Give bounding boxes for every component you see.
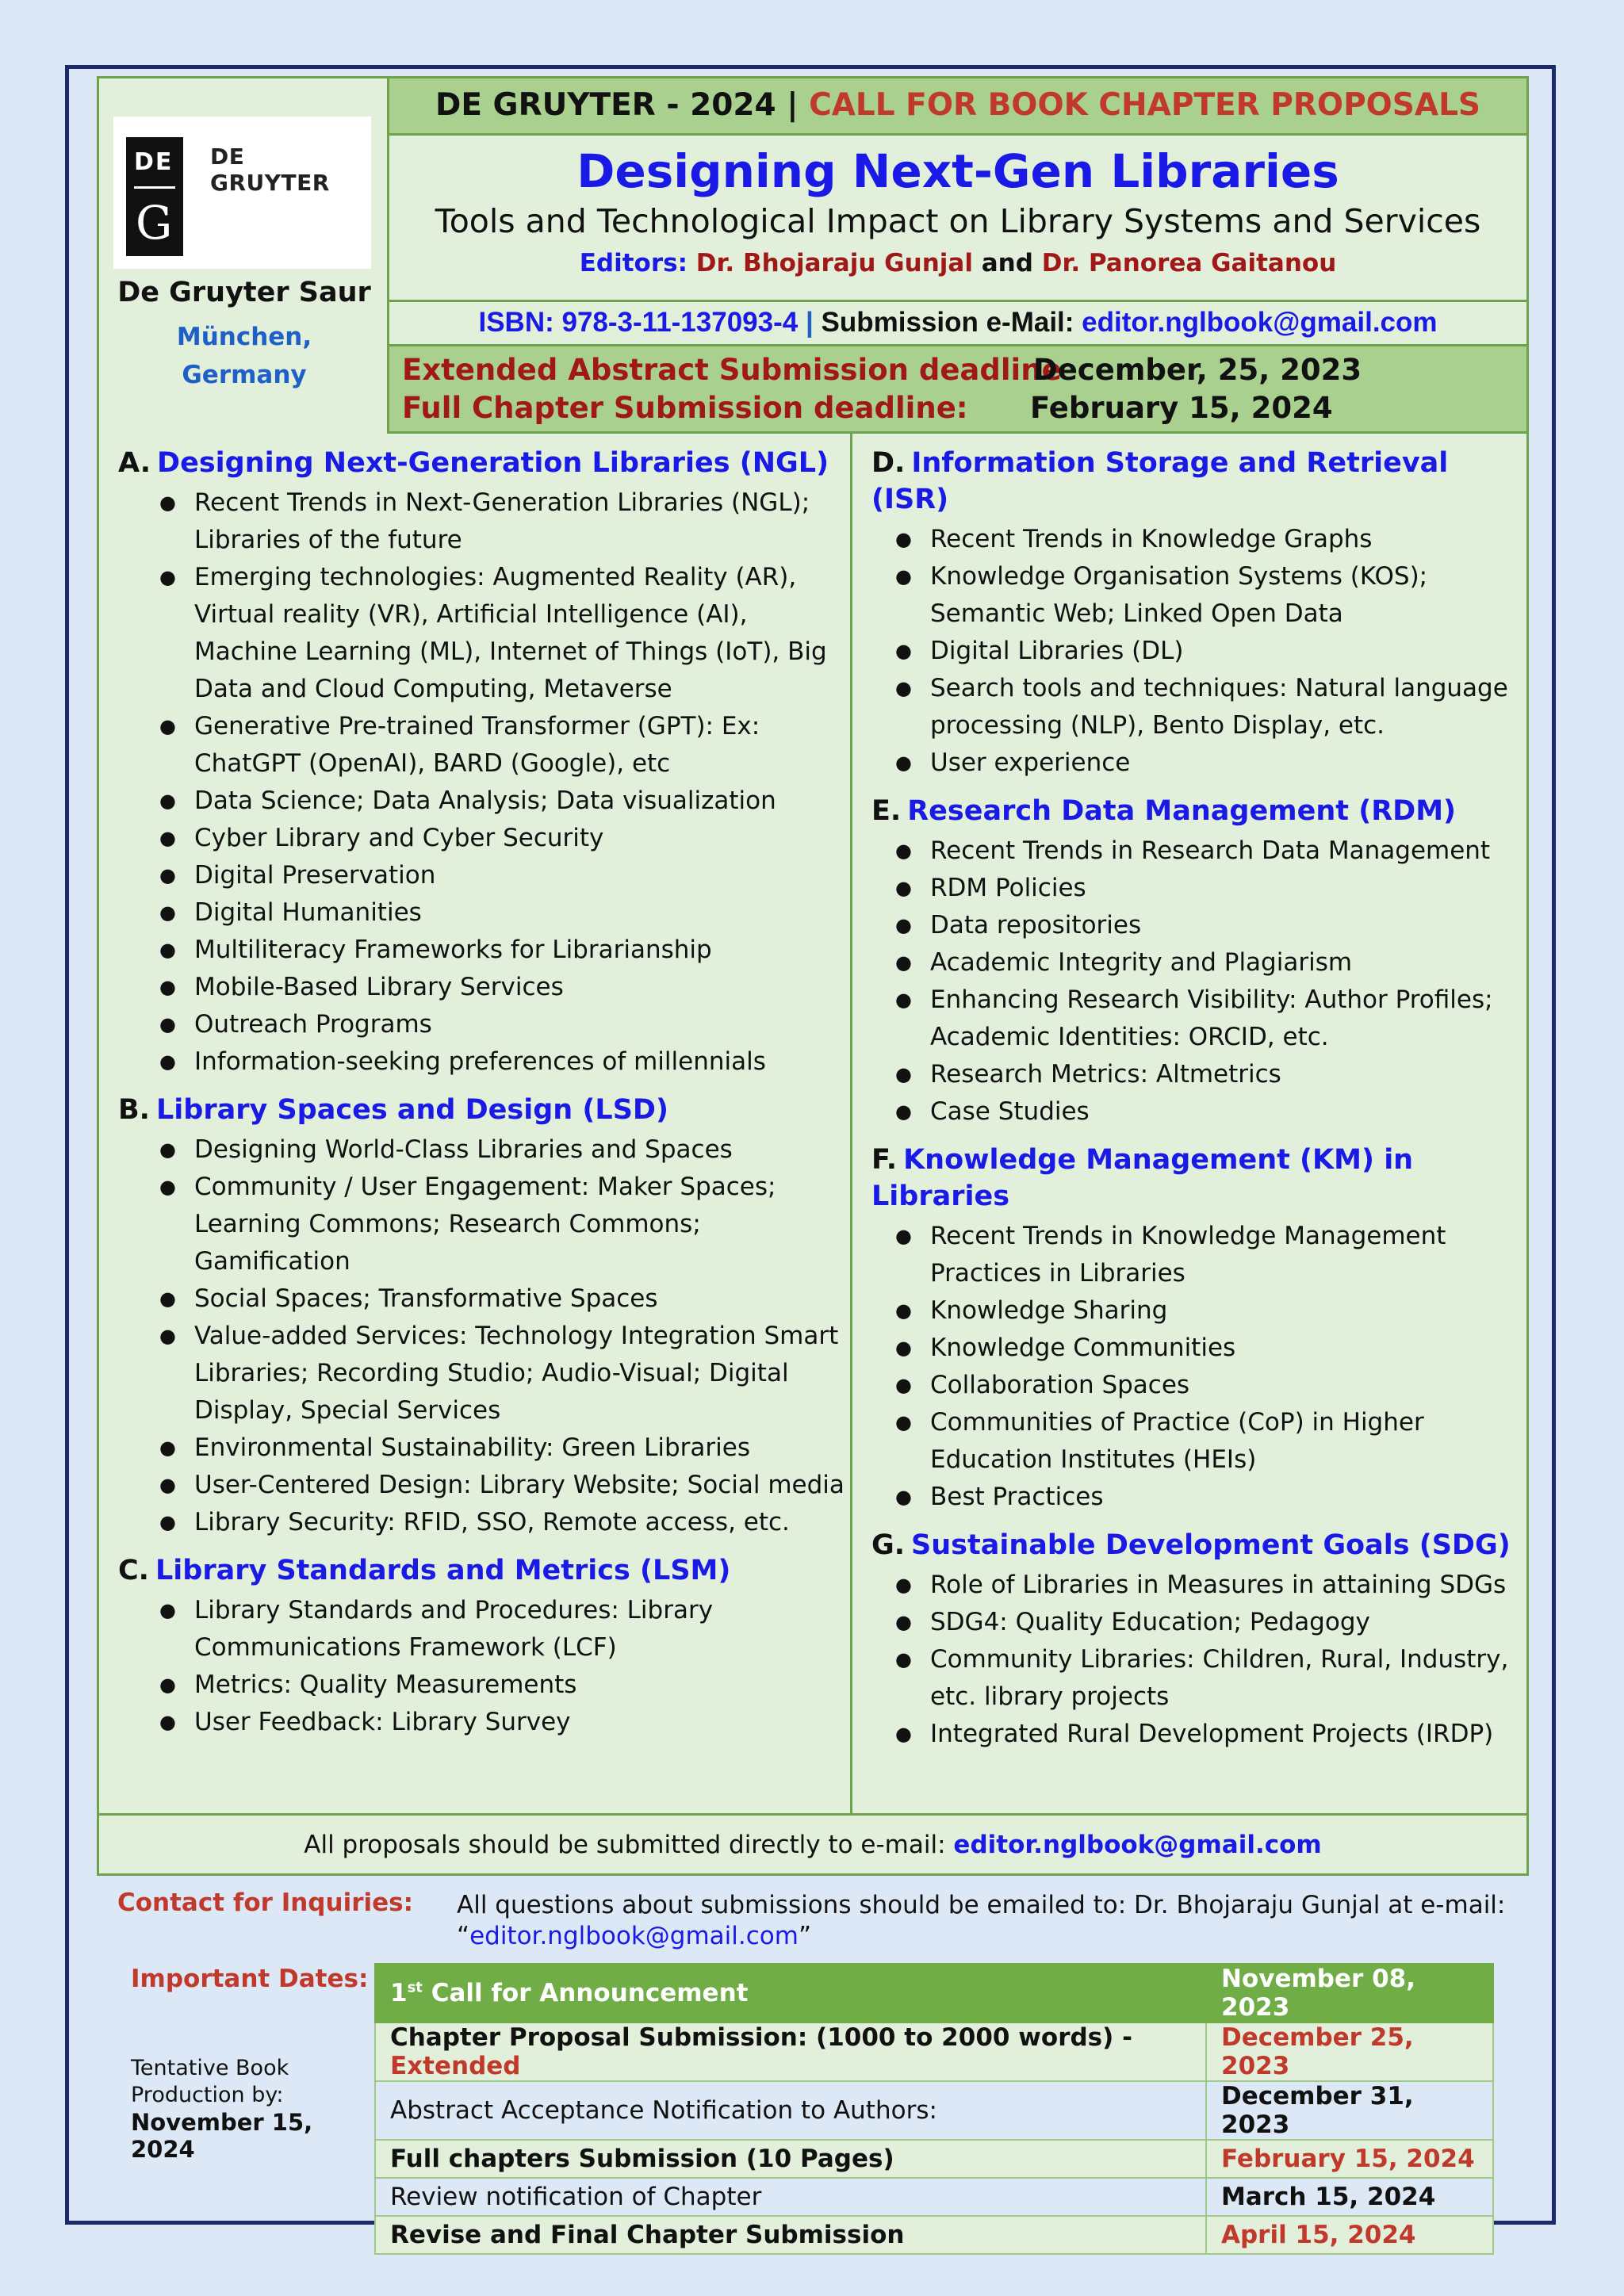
list-item: ● Metrics: Quality Measurements	[99, 1667, 850, 1704]
section-name: Information Storage and Retrieval (ISR)	[871, 447, 1449, 515]
list-item: ● Data repositories	[852, 907, 1529, 944]
section-name: Research Data Management (RDM)	[907, 795, 1457, 827]
editors-label: Editors:	[579, 249, 688, 277]
date-event	[375, 1964, 1206, 2022]
list-item: ● Digital Humanities	[99, 894, 850, 932]
contact-email-link[interactable]: editor.nglbook@gmail.com	[469, 1922, 799, 1950]
logo-mark-bottom: G	[136, 196, 173, 250]
deadline-date: December, 25, 2023	[1033, 353, 1362, 387]
topic-list	[99, 1592, 850, 1741]
deadline-label: Extended Abstract Submission deadline	[402, 353, 1062, 387]
topic-list	[852, 1218, 1529, 1516]
topic-section	[852, 1142, 1529, 1516]
tentative-line-1: Tentative Book	[131, 2056, 289, 2080]
section-name: Library Spaces and Design (LSD)	[155, 1094, 668, 1126]
deadline-date: February 15, 2024	[1030, 391, 1333, 425]
list-item: ● Emerging technologies: Augmented Reality (AR), Virtual reality (VR), Artificial Intelligence (AI), Machine Learning (ML), Internet of Things (IoT), Big Data and Cloud Computing, Metaverse	[99, 559, 850, 708]
topic-list	[852, 521, 1529, 782]
section-name: Library Standards and Metrics (LSM)	[155, 1555, 731, 1586]
important-dates-table	[374, 1963, 1494, 2255]
list-item: ● Digital Libraries (DL)	[852, 633, 1529, 670]
tentative-line-2: Production by:	[131, 2083, 284, 2107]
list-item: ● Enhancing Research Visibility: Author Profiles; Academic Identities: ORCID, etc.	[852, 982, 1529, 1056]
list-item: ● Mobile-Based Library Services	[99, 969, 850, 1006]
section-name: Sustainable Development Goals (SDG)	[911, 1529, 1511, 1561]
topic-list	[99, 1131, 850, 1541]
brand-year: DE GRUYTER - 2024	[435, 87, 776, 123]
event-num: 1	[390, 1979, 408, 2007]
topic-section	[852, 445, 1529, 782]
list-item: ● Information-seeking preferences of millennials	[99, 1043, 850, 1081]
publisher-cell	[99, 78, 389, 434]
list-item: ● Recent Trends in Research Data Management	[852, 832, 1529, 870]
topic-list	[852, 832, 1529, 1131]
deadline-label: Full Chapter Submission deadline:	[402, 391, 968, 425]
topic-section	[852, 793, 1529, 1131]
section-letter: A.	[118, 447, 151, 479]
topic-list	[99, 484, 850, 1081]
section-name: Knowledge Management (KM) in Libraries	[871, 1144, 1414, 1212]
de-gruyter-logo	[113, 117, 371, 269]
list-item: ● Knowledge Sharing	[852, 1292, 1529, 1330]
list-item: ● Value-added Services: Technology Integration Smart Libraries; Recording Studio; Audio-Visual; Digital Display, Special Services	[99, 1318, 850, 1429]
list-item: ● Outreach Programs	[99, 1006, 850, 1043]
book-title-block	[389, 136, 1526, 302]
contact-text: All questions about submissions should be emailed to: Dr. Bhojaraju Gunjal at e-mail:	[457, 1891, 1506, 1919]
cfp-banner	[389, 78, 1526, 136]
footer-email-link[interactable]: editor.nglbook@gmail.com	[953, 1831, 1322, 1859]
list-item: ● Cyber Library and Cyber Security	[99, 820, 850, 857]
section-letter: D.	[871, 447, 906, 479]
topic-section	[852, 1527, 1529, 1753]
topic-section	[99, 1092, 850, 1541]
submission-email-label: Submission e-Mail:	[821, 307, 1074, 338]
list-item: ● User experience	[852, 744, 1529, 782]
tentative-date-2: 2024	[131, 2136, 195, 2163]
deadline-row	[402, 353, 1362, 387]
section-name: Designing Next-Generation Libraries (NGL)	[157, 447, 829, 479]
publisher-name: De Gruyter Saur	[117, 277, 371, 308]
editor-1: Dr. Bhojaraju Gunjal	[695, 249, 973, 277]
date-value: February 15, 2024	[1206, 2140, 1493, 2178]
list-item: ● Digital Preservation	[99, 857, 850, 894]
section-letter: C.	[118, 1555, 149, 1586]
logo-wordmark: DE GRUYTER	[210, 144, 330, 196]
submission-footer	[99, 1813, 1526, 1876]
date-value: March 15, 2024	[1206, 2178, 1493, 2216]
city-line-2: Germany	[182, 361, 307, 389]
list-item: ● Search tools and techniques: Natural language processing (NLP), Bento Display, etc.	[852, 670, 1529, 744]
list-item: ● SDG4: Quality Education; Pedagogy	[852, 1604, 1529, 1641]
isbn-row	[389, 302, 1526, 346]
date-event: Review notification of Chapter	[375, 2178, 1206, 2216]
list-item: ● Communities of Practice (CoP) in Higher Education Institutes (HEIs)	[852, 1404, 1529, 1479]
editors-and: and	[981, 249, 1033, 277]
list-item: ● Multiliteracy Frameworks for Librarianship	[99, 932, 850, 969]
quote-close: ”	[798, 1922, 812, 1950]
event-sup: st	[407, 1979, 423, 1996]
section-title	[852, 1527, 1529, 1563]
section-title	[852, 1142, 1529, 1215]
date-value: December 25, 2023	[1206, 2022, 1493, 2081]
date-event: Revise and Final Chapter Submission	[375, 2216, 1206, 2254]
list-item: ● User-Centered Design: Library Website; Social media	[99, 1467, 850, 1504]
list-item: ● RDM Policies	[852, 870, 1529, 907]
tentative-production	[131, 2055, 312, 2163]
isbn: ISBN: 978-3-11-137093-4	[478, 307, 799, 338]
cfp-label: CALL FOR BOOK CHAPTER PROPOSALS	[809, 87, 1481, 123]
section-letter: B.	[118, 1094, 150, 1126]
date-value: December 31, 2023	[1206, 2081, 1493, 2140]
event-extended: Extended	[390, 2052, 521, 2080]
topics-right-column	[852, 434, 1529, 1813]
publisher-city	[99, 318, 389, 394]
list-item: ● Generative Pre-trained Transformer (GPT): Ex: ChatGPT (OpenAI), BARD (Google), etc	[99, 708, 850, 783]
list-item: ● Library Standards and Procedures: Library Communications Framework (LCF)	[99, 1592, 850, 1667]
logo-mark-top: DE	[134, 148, 174, 176]
table-row	[375, 1964, 1493, 2022]
list-item: ● Knowledge Communities	[852, 1330, 1529, 1367]
event-text: Call for Announcement	[422, 1979, 749, 2007]
list-item: ● Recent Trends in Knowledge Management Practices in Libraries	[852, 1218, 1529, 1292]
list-item: ● Case Studies	[852, 1093, 1529, 1131]
list-item: ● Integrated Rural Development Projects (IRDP)	[852, 1716, 1529, 1753]
table-row	[375, 2081, 1493, 2140]
section-letter: F.	[871, 1144, 898, 1176]
date-event	[375, 2022, 1206, 2081]
list-item: ● Environmental Sustainability: Green Libraries	[99, 1429, 850, 1467]
section-letter: E.	[871, 795, 902, 827]
editors-line	[389, 243, 1526, 283]
tentative-date-1: November 15,	[131, 2109, 313, 2136]
list-item: ● Research Metrics: Altmetrics	[852, 1056, 1529, 1093]
topic-section	[99, 445, 850, 1081]
section-letter: G.	[871, 1529, 906, 1561]
section-title	[99, 1092, 850, 1128]
list-item: ● Designing World-Class Libraries and Spaces	[99, 1131, 850, 1169]
list-item: ● Community Libraries: Children, Rural, Industry, etc. library projects	[852, 1641, 1529, 1716]
table-row	[375, 2140, 1493, 2178]
isbn-separator: |	[805, 307, 814, 338]
table-row	[375, 2216, 1493, 2254]
flyer-panel	[97, 76, 1529, 1876]
city-line-1: München,	[176, 323, 312, 351]
deadline-row	[402, 391, 1333, 425]
deadlines-box	[389, 346, 1526, 434]
list-item: ● Data Science; Data Analysis; Data visualization	[99, 783, 850, 820]
list-item: ● Role of Libraries in Measures in attaining SDGs	[852, 1567, 1529, 1604]
section-title	[99, 1552, 850, 1589]
footer-text: All proposals should be submitted directly to e-mail:	[304, 1831, 946, 1859]
list-item: ● Social Spaces; Transformative Spaces	[99, 1280, 850, 1318]
logo-mark-icon	[126, 137, 183, 256]
contact-email	[457, 1922, 811, 1950]
list-item: ● Recent Trends in Next-Generation Libraries (NGL); Libraries of the future	[99, 484, 850, 559]
important-dates-label: Important Dates:	[131, 1965, 369, 1993]
section-title	[852, 793, 1529, 829]
topic-list	[852, 1567, 1529, 1753]
date-event: Abstract Acceptance Notification to Authors:	[375, 2081, 1206, 2140]
date-event: Full chapters Submission (10 Pages)	[375, 2140, 1206, 2178]
list-item: ● Best Practices	[852, 1479, 1529, 1516]
book-title: Designing Next-Gen Libraries	[576, 144, 1339, 198]
section-title	[99, 445, 850, 481]
contact-label: Contact for Inquiries:	[117, 1888, 413, 1917]
date-value: November 08, 2023	[1206, 1964, 1493, 2022]
list-item: ● Community / User Engagement: Maker Spaces; Learning Commons; Research Commons; Gamification	[99, 1169, 850, 1280]
list-item: ● Collaboration Spaces	[852, 1367, 1529, 1404]
date-value: April 15, 2024	[1206, 2216, 1493, 2254]
editor-2: Dr. Panorea Gaitanou	[1041, 249, 1337, 277]
book-subtitle: Tools and Technological Impact on Library Systems and Services	[435, 202, 1481, 240]
event-text: Chapter Proposal Submission: (1000 to 2000 words) -	[390, 2023, 1132, 2052]
list-item: ● Library Security: RFID, SSO, Remote access, etc.	[99, 1504, 850, 1541]
list-item: ● User Feedback: Library Survey	[99, 1704, 850, 1741]
topics-left-column	[99, 434, 852, 1813]
quote-open: “	[457, 1922, 470, 1950]
list-item: ● Knowledge Organisation Systems (KOS); Semantic Web; Linked Open Data	[852, 558, 1529, 633]
submission-email-link[interactable]: editor.nglbook@gmail.com	[1082, 307, 1438, 338]
section-title	[852, 445, 1529, 518]
separator: |	[787, 87, 799, 123]
list-item: ● Academic Integrity and Plagiarism	[852, 944, 1529, 982]
table-row	[375, 2178, 1493, 2216]
table-row	[375, 2022, 1493, 2081]
topic-section	[99, 1552, 850, 1741]
list-item: ● Recent Trends in Knowledge Graphs	[852, 521, 1529, 558]
